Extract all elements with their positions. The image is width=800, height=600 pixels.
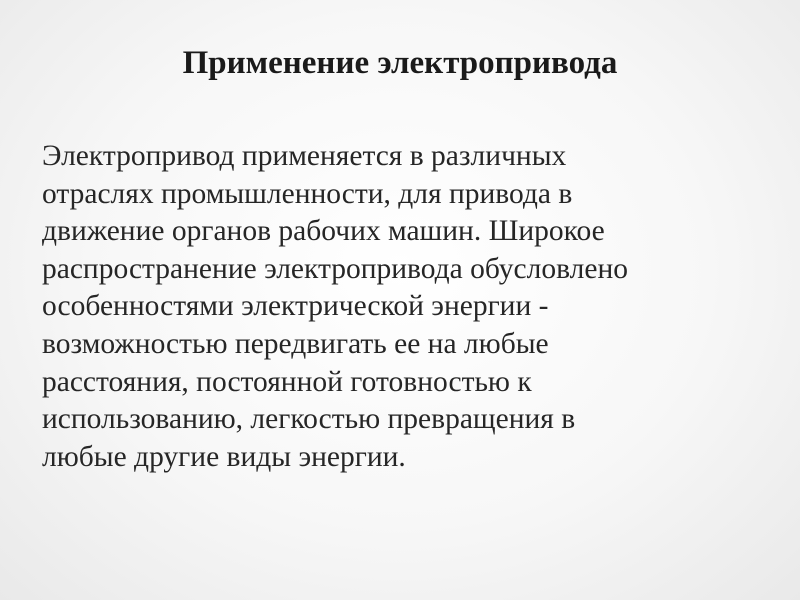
slide-title: Применение электропривода (182, 45, 618, 81)
slide-body-paragraph (42, 138, 762, 476)
body-line: возможностью передвигать ее на любые (42, 327, 549, 360)
body-line: расстояния, постоянной готовностью к (42, 365, 532, 398)
body-line: особенностями электрической энергии - (42, 290, 549, 323)
body-line: Электропривод применяется в различных (42, 140, 567, 172)
body-line: движение органов рабочих машин. Широкое (42, 215, 605, 248)
body-line: использованию, легкостью превращения в (42, 403, 576, 436)
body-line: отраслях промышленности, для привода в (42, 177, 573, 210)
body-line: любые другие виды энергии. (42, 440, 406, 473)
body-line: распространение электропривода обусловлено (42, 252, 628, 285)
